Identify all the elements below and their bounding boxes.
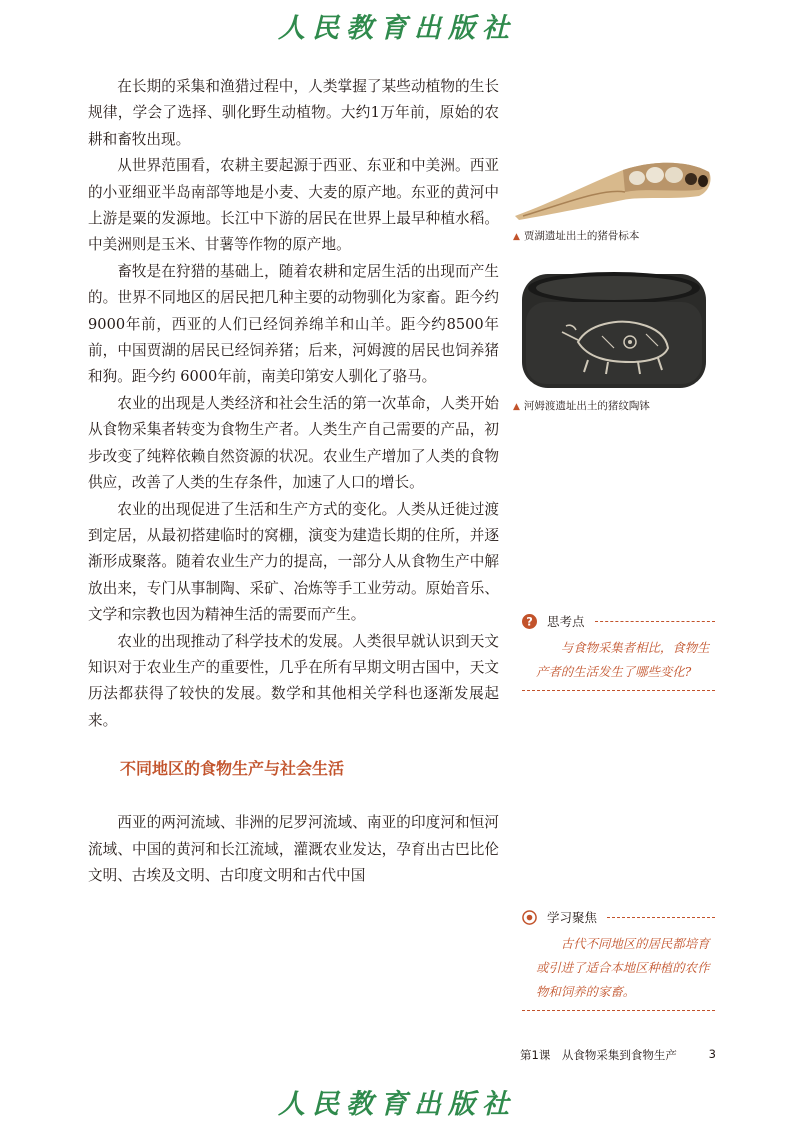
paragraph-3: 畜牧是在狩猎的基础上，随着农耕和定居生活的出现而产生的。世界不同地区的居民把几种主要的动物驯化为家畜。距今约9000年前，西亚的人们已经饲养绵羊和山羊。距今约8500年前，中国贾湖的居民已经饲养猪；后来，河姆渡的居民也饲养猪和狗。距今约 6000年前，南美印第安人驯化了骆马。 xyxy=(88,262,499,386)
publisher-watermark-top: 人民教育出版社 xyxy=(278,13,516,44)
divider xyxy=(607,917,715,918)
focus-box-text: 古代不同地区的居民都培育或引进了适合本地区种植的农作物和饲养的家畜。 xyxy=(536,936,710,999)
question-icon xyxy=(522,614,537,629)
focus-box-header xyxy=(522,908,715,926)
pottery-bowl-image xyxy=(518,266,710,392)
paragraph-2: 从世界范围看，农耕主要起源于西亚、东亚和中美洲。西亚的小亚细亚半岛南部等地是小麦、大麦的原产地。东亚的黄河中上游是粟的发源地。长江中下游的居民在世界上最早种植水稻。中美洲则是玉米、甘薯等作物的原产地。 xyxy=(88,157,499,254)
page-number: 3 xyxy=(708,1047,716,1061)
section-paragraph: 西亚的两河流域、非洲的尼罗河流域、南亚的印度河和恒河流域、中国的黄河和长江流域，灌溉农业发达，孕育出古巴比伦文明、古埃及文明、古印度文明和古代中国 xyxy=(88,814,499,884)
think-box-text: 与食物采集者相比，食物生产者的生活发生了哪些变化? xyxy=(536,640,710,679)
pig-jawbone-image xyxy=(513,158,715,222)
figure-2-caption xyxy=(513,398,720,413)
think-box-header xyxy=(522,612,715,630)
figure-pottery-bowl xyxy=(513,266,720,413)
figure-1-caption xyxy=(513,228,715,243)
triangle-icon: ▲ xyxy=(513,402,520,412)
focus-box-title: 学习聚焦 xyxy=(547,910,598,925)
triangle-icon: ▲ xyxy=(513,232,520,242)
focus-box xyxy=(522,908,715,1011)
divider xyxy=(522,1010,715,1011)
paragraph-5: 农业的出现促进了生活和生产方式的变化。人类从迁徙过渡到定居，从最初搭建临时的窝棚，演变为建造长期的住所，并逐渐形成聚落。随着农业生产力的提高，一部分人从食物生产中解放出来，专门从事制陶、采矿、冶炼等手工业劳动。原始音乐、文学和宗教也因为精神生活的需要而产生。 xyxy=(88,500,499,624)
figure-2-caption-text: 河姆渡遗址出土的猪纹陶钵 xyxy=(523,400,650,412)
svg-text:?: ? xyxy=(526,615,533,629)
publisher-watermark-bottom: 人民教育出版社 xyxy=(278,1089,516,1120)
footer-lesson-title: 第1课 从食物采集到食物生产 xyxy=(520,1048,677,1062)
page-footer xyxy=(520,1047,716,1063)
paragraph-6: 农业的出现推动了科学技术的发展。人类很早就认识到天文知识对于农业生产的重要性，几乎在所有早期文明古国中，天文历法都获得了较快的发展。数学和其他相关学科也逐渐发展起来。 xyxy=(88,632,499,729)
main-text-column xyxy=(88,74,499,889)
paragraph-4: 农业的出现是人类经济和社会生活的第一次革命，人类开始从食物采集者转变为食物生产者。人类生产自己需要的产品，初步改变了纯粹依赖自然资源的状况。农业生产增加了人类的食物供应，改善了人类的生存条件，加速了人口的增长。 xyxy=(88,394,499,492)
section-heading: 不同地区的食物生产与社会生活 xyxy=(120,759,345,779)
figure-1-caption-text: 贾湖遗址出土的猪骨标本 xyxy=(523,230,640,242)
divider xyxy=(595,621,715,622)
think-box-title: 思考点 xyxy=(547,614,585,629)
paragraph-1: 在长期的采集和渔猎过程中，人类掌握了某些动植物的生长规律，学会了选择、驯化野生动植物。大约1万年前，原始的农耕和畜牧出现。 xyxy=(88,78,499,148)
think-box xyxy=(522,612,715,691)
divider xyxy=(522,690,715,691)
target-icon xyxy=(522,910,537,925)
figure-pig-bone xyxy=(513,158,715,243)
